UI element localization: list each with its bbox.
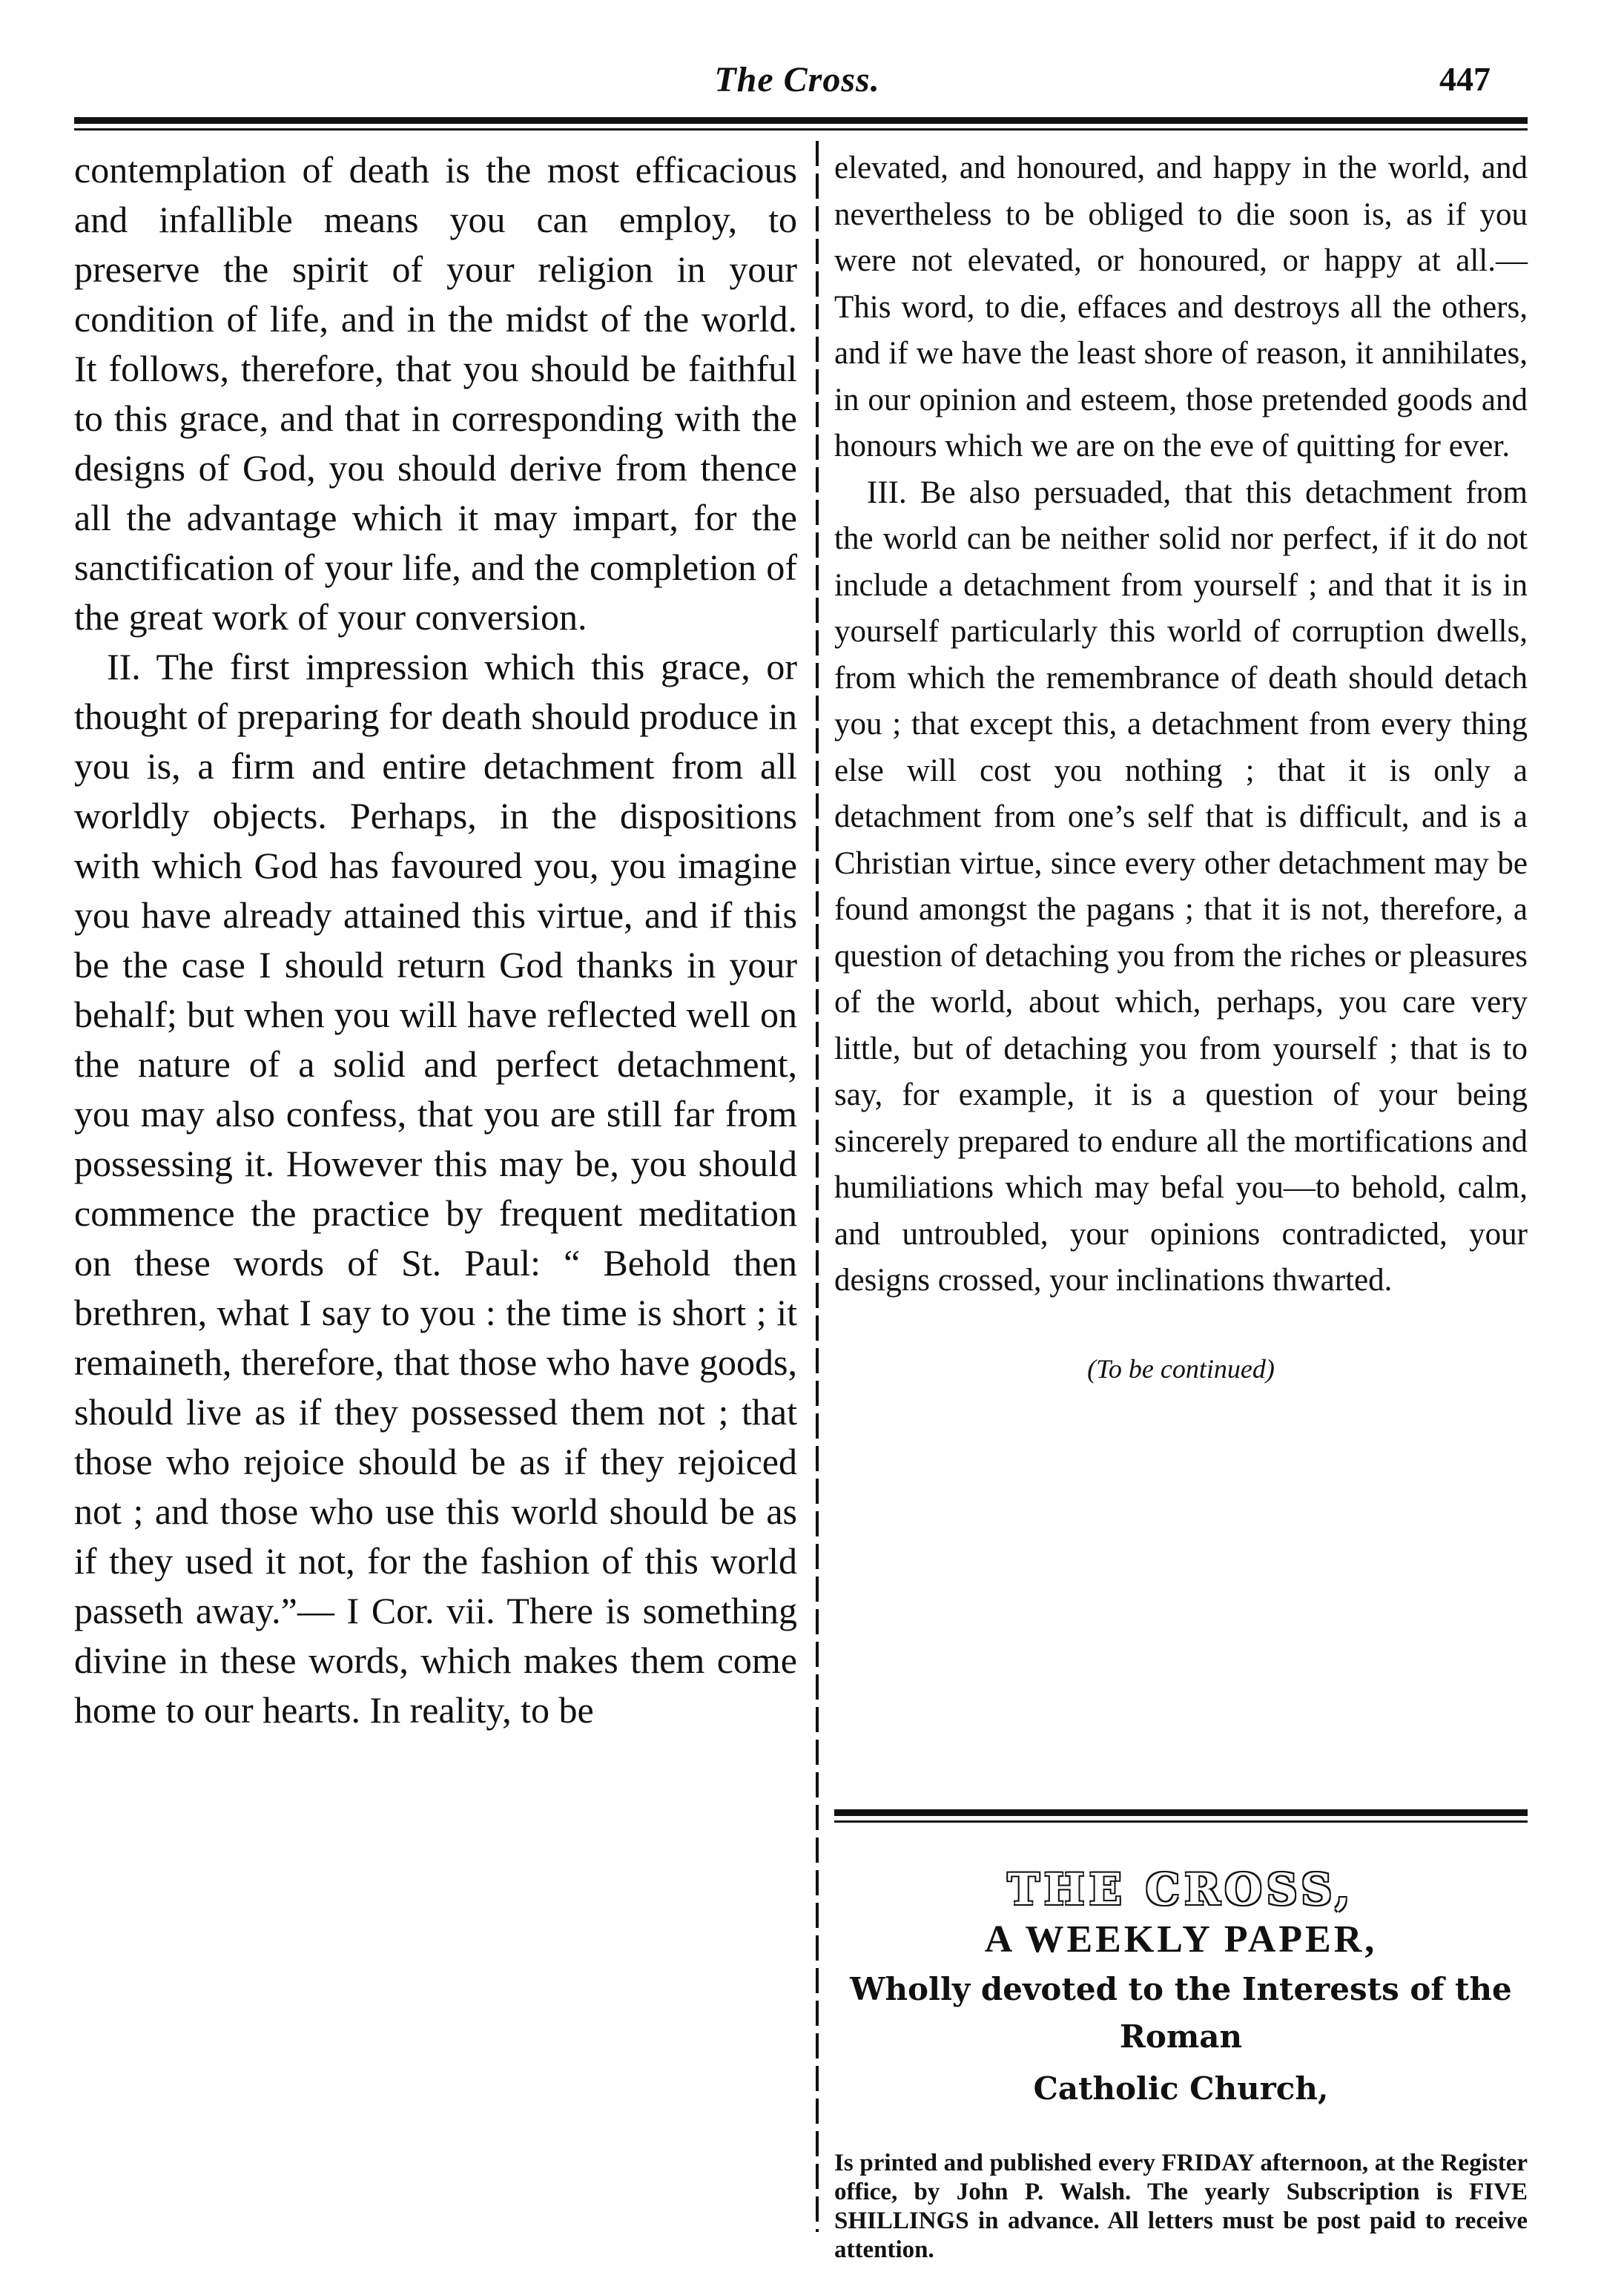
header-rule-thin [74,128,1528,131]
paragraph-continued-right: elevated, and honoured, and happy in the world, and nevertheless to be obliged to die soon is, as if you were not elevated, or honoured, or happy at all.— This word, to die, effaces and destroys all the others, and if we have the least shore of reason, it annihilates, in our opinion and esteem, those pretended goods and honours which we are on the eve of quitting for ever. [834,151,1528,463]
paragraph-section-iii: III. Be also persuaded, that this detachment from the world can be neither solid nor perfect, if it do not include a detachment from yourself ; and that it is in yourself particularly this world of corruption dwells, from which the remembrance of death should detach you ; that except this, a detachment from every thing else will cost you nothing ; that it is only a detachment from one’s self that is difficult, and is a Christian virtue, since every other detachment may be found amongst the pagans ; that it is not, therefore, a question of detaching you from the riches or pleasures of the world, about which, perhaps, you care very little, but of detaching you from yourself ; that is to say, for example, it is a question of your being sincerely prepared to endure all the mortifications and humiliations which may befal you—to behold, calm, and untroubled, your opinions contradicted, your designs crossed, your inclinations thwarted. [834,475,1528,1298]
running-title: The Cross. [714,60,880,99]
masthead-rule-heavy [834,1809,1528,1816]
masthead-subtitle: A WEEKLY PAPER, [984,1918,1378,1961]
masthead-name: THE CROSS, [1007,1864,1355,1915]
publication-notice: Is printed and published every FRIDAY afternoon, at the Register office, by John P. Walsh. The yearly Subscription is FIVE SHILLINGS in advance. All letters must be post paid to receive attention. [834,2150,1528,2263]
masthead-tagline-line1: Wholly devoted to the Interests of the Roman [850,1971,1512,2055]
page-number: 447 [1439,60,1491,98]
column-divider [816,141,819,2232]
paragraph-section-ii: II. The first impression which this grace, or thought of preparing for death should produce in you is, a firm and entire detachment from all worldly objects. Perhaps, in the dispositions with which God has favoured you, you imagine you have already attained this virtue, and if this be the case I should return God thanks in your behalf; but when you will have reflected well on the nature of a solid and perfect detachment, you may also confess, that you are still far from possessing it. However this may be, you should commence the practice by frequent meditation on these words of St. Paul: “ Behold then brethren, what I say to you : the time is short ; it remaineth, therefore, that those who have goods, should live as if they possessed them not ; that those who rejoice should be as if they rejoiced not ; and those who use this world should be as if they used it not, for the fashion of this world passeth away.”— I Cor. vii. There is something divine in these words, which makes them come home to our hearts. In reality, to be [74,646,797,1731]
masthead [834,1809,1528,2113]
page-header [74,59,1520,111]
to-be-continued: (To be continued) [1087,1353,1275,1384]
header-rule-heavy [74,117,1528,124]
masthead-tagline-line2: Catholic Church, [1033,2070,1329,2107]
masthead-rule-thin [834,1820,1528,1823]
left-column [74,145,797,1735]
right-column [834,145,1528,1392]
paragraph-continued: contemplation of death is the most efficacious and infallible means you can employ, to preserve the spirit of your religion in your condition of life, and in the midst of the world. It follows, therefore, that you should be faithful to this grace, and that in corresponding with the designs of God, you should derive from thence all the advantage which it may impart, for the sanctification of your life, and the completion of the great work of your conversion. [74,149,797,638]
